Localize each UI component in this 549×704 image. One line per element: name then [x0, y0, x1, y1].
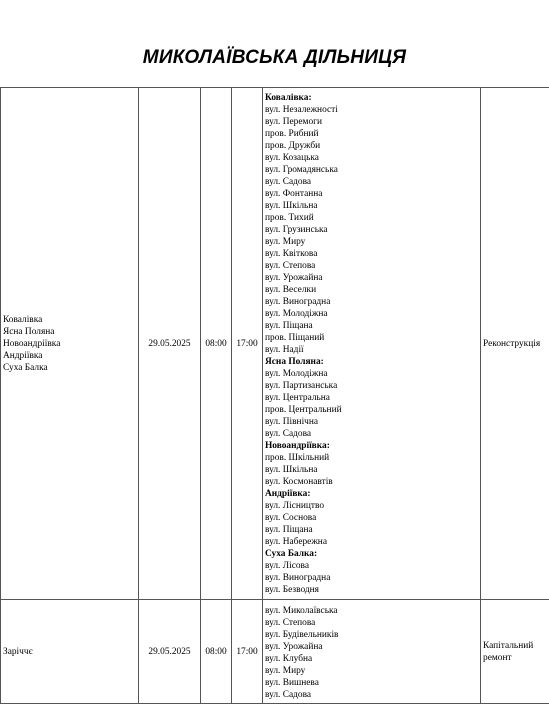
date-cell: 29.05.2025 — [139, 600, 201, 704]
outage-schedule-table — [0, 87, 549, 704]
street-item: вул. Будівельників — [265, 629, 478, 641]
street-item: вул. Лісова — [265, 560, 478, 572]
settlement-group-heading: Андріївка: — [265, 488, 478, 500]
time-to-cell: 17:00 — [232, 88, 263, 600]
page-title: МИКОЛАЇВСЬКА ДІЛЬНИЦЯ — [0, 47, 549, 69]
settlement-group-heading: Ковалівка: — [265, 92, 478, 104]
streets-cell — [263, 88, 481, 600]
settlement: Андріївка — [3, 350, 136, 362]
street-item: вул. Садова — [265, 176, 478, 188]
street-item: вул. Миру — [265, 236, 478, 248]
street-item: пров. Тихий — [265, 212, 478, 224]
time-to-cell: 17:00 — [232, 600, 263, 704]
work-type-cell: Капітальний ремонт — [481, 600, 549, 704]
street-item: вул. Степова — [265, 617, 478, 629]
street-item: вул. Фонтанна — [265, 188, 478, 200]
street-item: пров. Рибний — [265, 128, 478, 140]
street-item: вул. Лісництво — [265, 500, 478, 512]
street-item: вул. Космонавтів — [265, 476, 478, 488]
street-item: вул. Урожайна — [265, 641, 478, 653]
street-item: вул. Веселки — [265, 284, 478, 296]
street-item: вул. Квіткова — [265, 248, 478, 260]
street-item: пров. Шкільний — [265, 452, 478, 464]
street-item: вул. Піщана — [265, 320, 478, 332]
settlements-cell — [1, 600, 139, 704]
street-item: пров. Дружби — [265, 140, 478, 152]
street-item: вул. Північна — [265, 416, 478, 428]
settlements-cell — [1, 88, 139, 600]
work-type-cell: Реконструкція — [481, 88, 549, 600]
street-item: вул. Урожайна — [265, 272, 478, 284]
street-item: вул. Виноградна — [265, 296, 478, 308]
settlement-group-heading: Суха Балка: — [265, 548, 478, 560]
street-item: вул. Миру — [265, 665, 478, 677]
table-row — [1, 88, 549, 600]
street-item: вул. Громадянська — [265, 164, 478, 176]
street-item: вул. Садова — [265, 428, 478, 440]
street-item: пров. Піщаний — [265, 332, 478, 344]
settlement: Заріччє — [3, 646, 136, 658]
table-row — [1, 600, 549, 704]
street-item: вул. Миколаївська — [265, 605, 478, 617]
street-item: вул. Піщана — [265, 524, 478, 536]
street-item: пров. Центральний — [265, 404, 478, 416]
street-item: вул. Клубна — [265, 653, 478, 665]
street-item: вул. Партизанська — [265, 380, 478, 392]
streets-cell — [263, 600, 481, 704]
street-item: вул. Набережна — [265, 536, 478, 548]
street-item: вул. Садова — [265, 689, 478, 701]
street-item: вул. Соснова — [265, 512, 478, 524]
settlement: Суха Балка — [3, 362, 136, 374]
street-item: вул. Надії — [265, 344, 478, 356]
date-cell: 29.05.2025 — [139, 88, 201, 600]
street-item: вул. Шкільна — [265, 200, 478, 212]
street-item: вул. Козацька — [265, 152, 478, 164]
street-item: вул. Молодіжна — [265, 368, 478, 380]
street-item: вул. Виноградна — [265, 572, 478, 584]
street-item: вул. Степова — [265, 260, 478, 272]
settlement: Новоандріївка — [3, 338, 136, 350]
settlement: Ясна Поляна — [3, 326, 136, 338]
time-from-cell: 08:00 — [201, 600, 232, 704]
settlement: Ковалівка — [3, 314, 136, 326]
settlement-group-heading: Новоандріївка: — [265, 440, 478, 452]
street-item: вул. Шкільна — [265, 464, 478, 476]
settlement-group-heading: Ясна Поляна: — [265, 356, 478, 368]
time-from-cell: 08:00 — [201, 88, 232, 600]
street-item: вул. Грузинська — [265, 224, 478, 236]
street-item: вул. Безводня — [265, 584, 478, 596]
street-item: вул. Вишнева — [265, 677, 478, 689]
street-item: вул. Молодіжна — [265, 308, 478, 320]
street-item: вул. Центральна — [265, 392, 478, 404]
street-item: вул. Перемоги — [265, 116, 478, 128]
street-item: вул. Незалежності — [265, 104, 478, 116]
